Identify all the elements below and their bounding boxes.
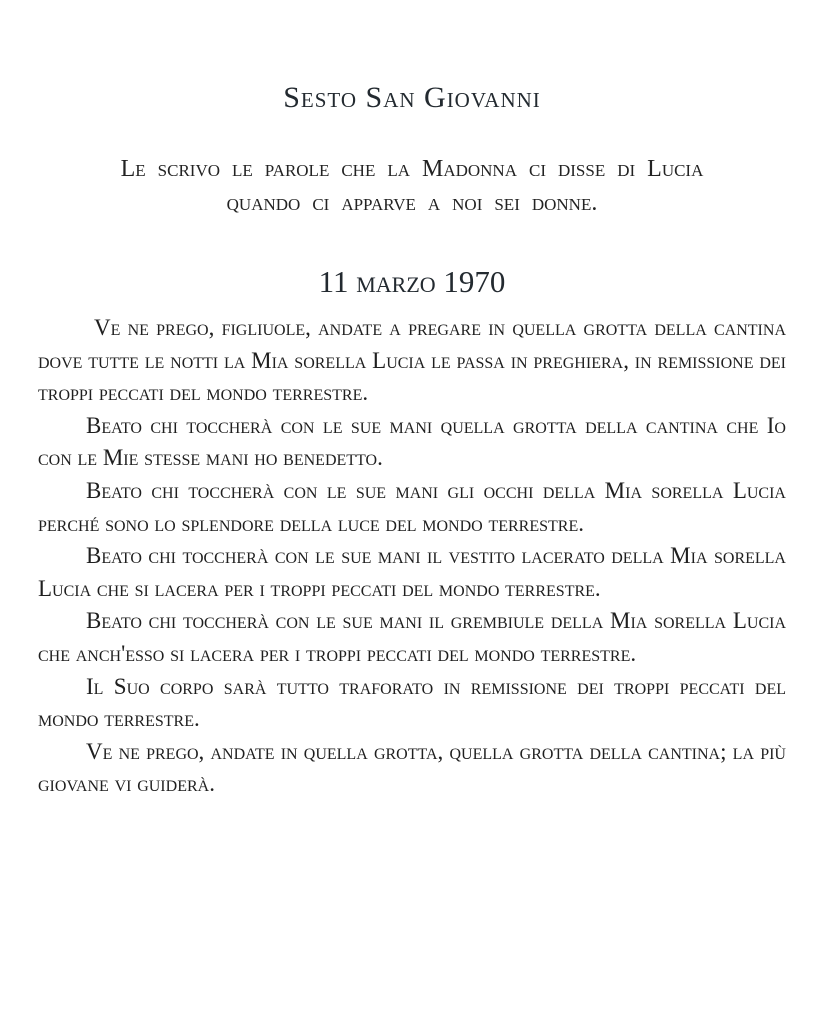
document-subtitle bbox=[38, 152, 786, 220]
subtitle-line-2: quando ci apparve a noi sei donne. bbox=[226, 190, 598, 216]
document-body bbox=[38, 312, 786, 801]
document-date: 11 marzo 1970 bbox=[318, 264, 506, 299]
subtitle-line-1: Le scrivo le parole che la Madonna ci disse di Lucia bbox=[120, 156, 704, 182]
paragraph: Beato chi toccherà con le sue mani il grembiule della Mia sorella Lucia che anch'esso si lacera per i troppi peccati del mondo terrestre. bbox=[38, 608, 786, 666]
paragraph: Ve ne prego, figliuole, andate a pregare in quella grotta della cantina dove tutte le notti la Mia sorella Lucia le passa in preghiera, in remissione dei troppi peccati del mondo terrestre. bbox=[38, 315, 786, 406]
document-title: Sesto San Giovanni bbox=[283, 81, 541, 114]
paragraph: Beato chi toccherà con le sue mani gli occhi della Mia sorella Lucia perché sono lo splendore della luce del mondo terrestre. bbox=[38, 477, 786, 536]
paragraph: Il Suo corpo sarà tutto traforato in remissione dei troppi peccati del mondo terrestre. bbox=[38, 673, 786, 732]
paragraph: Beato chi toccherà con le sue mani il vestito lacerato della Mia sorella Lucia che si lacera per i troppi peccati del mondo terrestre. bbox=[38, 543, 786, 601]
paragraph: Beato chi toccherà con le sue mani quella grotta della cantina che Io con le Mie stesse mani ho benedetto. bbox=[38, 412, 786, 471]
paragraph: Ve ne prego, andate in quella grotta, quella grotta della cantina; la più giovane vi guiderà. bbox=[38, 738, 786, 797]
